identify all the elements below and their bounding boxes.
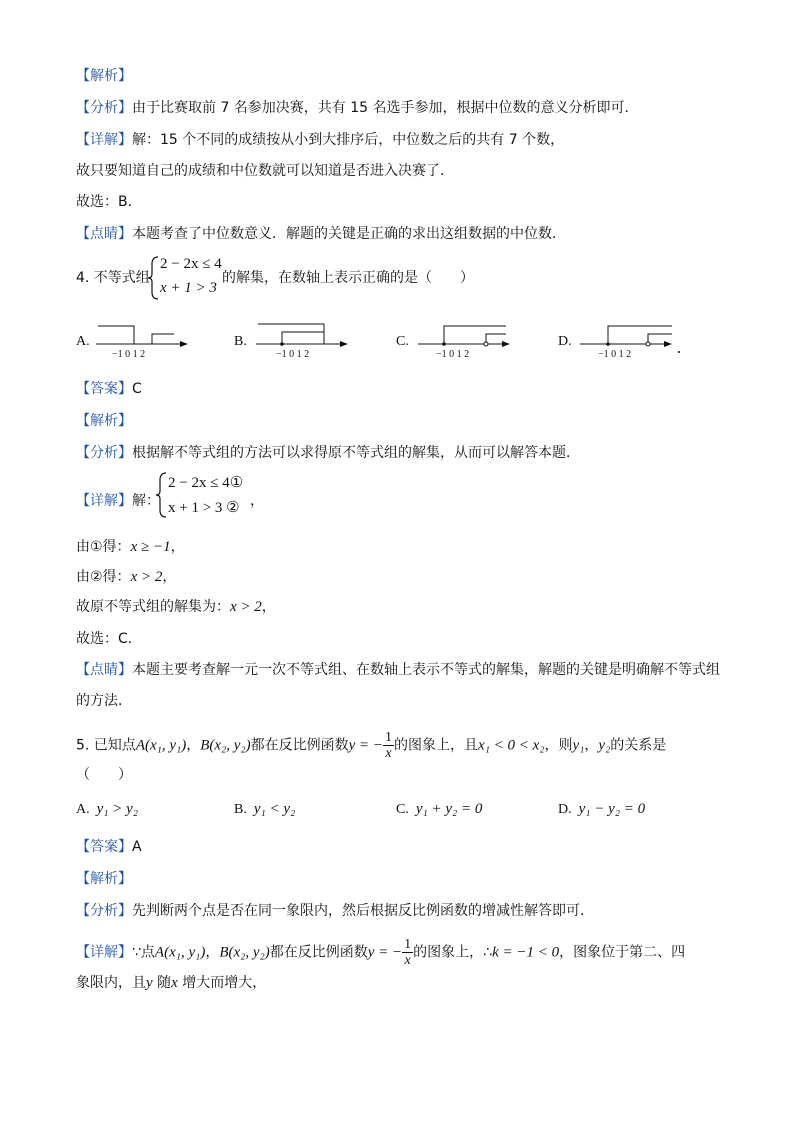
q3-dianjing xyxy=(76,224,566,244)
q4-xiangjie-tag: 【详解】 xyxy=(76,493,132,509)
q4-solution-comma: ， xyxy=(250,493,264,509)
q5-fraction xyxy=(383,730,394,761)
q3-jiexi-heading: 【解析】 xyxy=(76,68,132,84)
q5-option-a-label: A. xyxy=(76,802,90,817)
q4-stem xyxy=(76,268,150,288)
q5-xj-point-b: B(x₂, y₂) xyxy=(219,944,270,961)
q4-option-d-ticks: −1 0 1 2 xyxy=(598,349,632,360)
q4-fenxi-text: 根据解不等式组的方法可以求得原不等式组的解集，从而可以解答本题． xyxy=(132,445,580,461)
q5-option-c-label: C. xyxy=(396,802,409,817)
q5-stem-mid4: ， xyxy=(584,737,599,754)
q5-answer-tag: 【答案】 xyxy=(76,839,132,855)
q4-option-a-ticks: −1 0 1 2 xyxy=(112,349,146,360)
q5-xj-line2c: 增大而增大， xyxy=(177,975,267,991)
q4-stem-prefix: 4. 不等式组 xyxy=(76,270,150,286)
q4-step2-text: 由②得： xyxy=(76,569,131,585)
q5-jiexi-heading: 【解析】 xyxy=(76,871,132,887)
q5-stem-mid3: ，则 xyxy=(544,737,573,754)
q5-option-c-expr: y₁ + y₂ = 0 xyxy=(415,801,483,817)
q5-fraction-den: x xyxy=(385,746,392,761)
q4-dianjing-text: 本题主要考查解一元一次不等式组、在数轴上表示不等式的解集，解题的关键是明确解不等式组 xyxy=(132,662,720,678)
q5-xj-mid: 都在反比例函数 xyxy=(269,944,368,961)
q4-stem-suffix: 的解集，在数轴上表示正确的是（ ） xyxy=(222,270,474,286)
q4-sys-line1: 2 − 2x ≤ 4 xyxy=(160,256,222,272)
q4-fenxi xyxy=(76,443,580,463)
q4-xiangjie xyxy=(76,491,160,511)
q5-answer-value: A xyxy=(132,839,142,855)
q5-paren: （ ） xyxy=(76,767,132,783)
q5-xj-x: x xyxy=(171,975,178,991)
q5-option-b-label: B. xyxy=(234,802,247,817)
q3-choice: 故选：B． xyxy=(76,194,142,210)
q4-option-b-ticks: −1 0 1 2 xyxy=(276,349,310,360)
q3-dianjing-text: 本题考查了中位数意义．解题的关键是正确的求出这组数据的中位数． xyxy=(132,226,566,242)
q5-sep: ， xyxy=(186,737,201,754)
q4-fenxi-tag: 【分析】 xyxy=(76,445,132,461)
q3-fenxi xyxy=(76,98,639,118)
q5-xj-fraction-den: x xyxy=(404,953,411,968)
q3-xiangjie-text: 解：15 个不同的成绩按从小到大排序后，中位数之后的共有 7 个数， xyxy=(132,132,565,148)
q5-stem-suffix: 的关系是 xyxy=(610,737,667,754)
q5-xj-line2a: 象限内，且 xyxy=(76,975,146,991)
q3-xiangjie-tag: 【详解】 xyxy=(76,132,132,148)
q4-solution-line1: 2 − 2x ≤ 4① xyxy=(168,475,244,491)
q5-xj-k: k = −1 < 0 xyxy=(492,944,560,961)
q5-xj-function: y = − xyxy=(367,944,403,961)
q4-option-d-label[interactable]: D. xyxy=(558,334,572,349)
q5-answer xyxy=(76,837,142,857)
q4-step3-text: 故原不等式组的解集为： xyxy=(76,599,230,615)
q4-answer xyxy=(76,379,142,399)
q5-option-a[interactable] xyxy=(76,801,138,818)
q4-option-a-numberline xyxy=(94,320,190,360)
q4-step3 xyxy=(76,597,276,617)
q5-xiangjie xyxy=(76,937,685,968)
q4-solution-line2: x + 1 > 3 ② xyxy=(168,500,240,516)
q5-xiangjie-tag: 【详解】 xyxy=(76,944,132,961)
q4-step2-sep: ， xyxy=(162,569,177,585)
q5-xj-fraction xyxy=(402,937,413,968)
q3-fenxi-tag: 【分析】 xyxy=(76,100,132,116)
q5-function: y = − xyxy=(348,737,384,754)
q5-option-b[interactable] xyxy=(234,801,295,818)
q5-xj-point-a: A(x₁, y₁) xyxy=(154,944,206,961)
q4-xiangjie-text: 解： xyxy=(132,493,160,509)
q5-option-d-label: D. xyxy=(558,802,572,817)
q5-fenxi-text: 先判断两个点是否在同一象限内，然后根据反比例函数的增减性解答即可． xyxy=(132,903,594,919)
q5-fraction-num: 1 xyxy=(385,730,393,745)
q5-fenxi-tag: 【分析】 xyxy=(76,903,132,919)
q5-stem-mid: 都在反比例函数 xyxy=(250,737,349,754)
q5-xj-y: y xyxy=(146,975,153,991)
q5-stem xyxy=(76,730,666,761)
q4-answer-tag: 【答案】 xyxy=(76,381,132,397)
q5-xj-line2b: 随 xyxy=(152,975,172,991)
q4-step2-math: x > 2 xyxy=(130,569,163,585)
q4-sys-line2: x + 1 > 3 xyxy=(160,280,217,296)
q4-step3-sep: ， xyxy=(261,599,276,615)
q5-xj-suffix: ，图象位于第二、四 xyxy=(559,944,686,961)
q4-solution-brace xyxy=(156,472,168,518)
q4-step1-math: x ≥ −1 xyxy=(130,539,171,555)
q4-option-b-label[interactable]: B. xyxy=(234,334,247,349)
q5-option-d[interactable] xyxy=(558,801,645,818)
q5-option-d-expr: y₁ − y₂ = 0 xyxy=(578,801,646,817)
q4-option-c-label[interactable]: C. xyxy=(396,334,409,349)
q4-step2 xyxy=(76,567,176,587)
q5-option-c[interactable] xyxy=(396,801,482,818)
q4-step1-text: 由①得： xyxy=(76,539,131,555)
q4-dianjing xyxy=(76,660,720,680)
q4-step1-sep: ， xyxy=(170,539,185,555)
q5-xj-sep: ， xyxy=(205,944,220,961)
q4-dianjing-tag: 【点睛】 xyxy=(76,662,132,678)
q4-option-c-numberline xyxy=(416,320,512,360)
q5-condition: x₁ < 0 < x₂ xyxy=(478,737,545,754)
q4-step3-math: x > 2 xyxy=(230,599,262,615)
q5-point-b: B(x₂, y₂) xyxy=(200,737,251,754)
q4-option-b-numberline xyxy=(254,320,350,360)
q3-xiangjie-line2: 故只要知道自己的成绩和中位数就可以知道是否进入决赛了． xyxy=(76,163,454,179)
q3-xiangjie xyxy=(76,130,564,150)
q5-y2: y₂ xyxy=(598,737,611,754)
q5-stem-mid2: 的图象上，且 xyxy=(394,737,479,754)
q4-option-a-label[interactable]: A. xyxy=(76,334,90,349)
q5-xj-fraction-num: 1 xyxy=(404,937,412,952)
q4-step1 xyxy=(76,537,185,557)
q5-xj-mid2: 的图象上，∴ xyxy=(413,944,493,961)
q4-brace xyxy=(148,256,160,300)
q5-option-a-expr: y₁ > y₂ xyxy=(96,801,138,817)
q4-jiexi-heading: 【解析】 xyxy=(76,413,132,429)
q5-point-a: A(x₁, y₁) xyxy=(135,737,187,754)
q5-xiangjie-line2 xyxy=(76,973,266,993)
q5-y1: y₁ xyxy=(572,737,585,754)
q5-stem-prefix: 5. 已知点 xyxy=(76,737,136,754)
q4-choice: 故选：C． xyxy=(76,631,142,647)
q3-fenxi-text: 由于比赛取前 7 名参加决赛，共有 15 名选手参加，根据中位数的意义分析即可． xyxy=(132,100,639,116)
q5-fenxi xyxy=(76,901,594,921)
q5-option-b-expr: y₁ < y₂ xyxy=(253,801,296,817)
q3-dianjing-tag: 【点睛】 xyxy=(76,226,132,242)
q4-option-c-ticks: −1 0 1 2 xyxy=(436,349,470,360)
q5-xj-prefix: ∵点 xyxy=(132,944,155,961)
q4-option-d-numberline xyxy=(578,320,682,360)
q4-dianjing-line2: 的方法． xyxy=(76,693,132,709)
q4-answer-value: C xyxy=(132,381,142,397)
